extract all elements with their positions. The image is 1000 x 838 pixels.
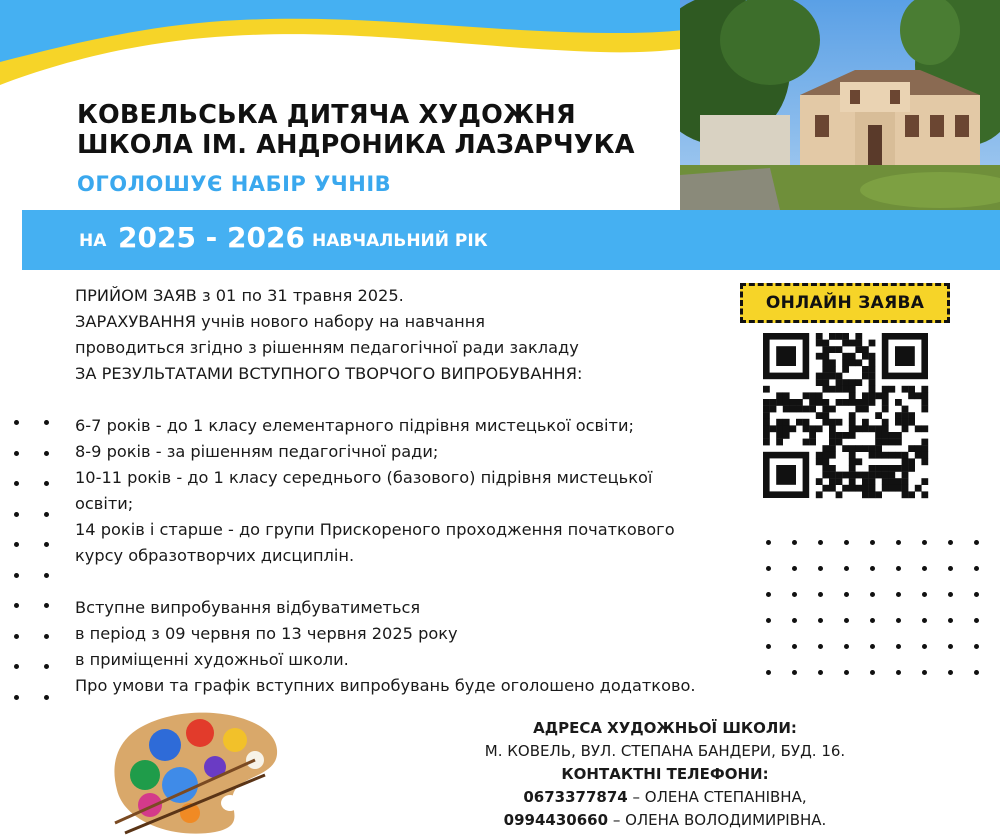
decor-dot <box>948 670 953 675</box>
decor-dot <box>896 540 901 545</box>
decor-dot <box>792 644 797 649</box>
body-line: 10-11 років - до 1 класу середнього (базового) підрівня мистецької <box>75 468 653 487</box>
phone-2 <box>450 809 880 832</box>
decor-dot <box>14 573 19 578</box>
decor-dot <box>792 670 797 675</box>
decor-dot <box>844 592 849 597</box>
decor-dot <box>896 618 901 623</box>
title-line-2: ШКОЛА ІМ. АНДРОНИКА ЛАЗАРЧУКА <box>77 130 635 160</box>
online-application-button[interactable]: ОНЛАЙН ЗАЯВА <box>740 283 950 323</box>
announcement-body <box>75 283 765 699</box>
decor-dot <box>44 573 49 578</box>
decor-dot <box>870 592 875 597</box>
announcement-subtitle: ОГОЛОШУЄ НАБІР УЧНІВ <box>77 172 392 196</box>
phone-1 <box>450 786 880 809</box>
phone-1-number[interactable]: 0673377874 <box>523 788 628 806</box>
decor-dot <box>974 540 979 545</box>
decor-dot <box>44 603 49 608</box>
decor-dot <box>844 566 849 571</box>
body-line: проводиться згідно з рішенням педагогічної ради закладу <box>75 338 579 357</box>
contact-block <box>450 717 880 832</box>
decor-dot <box>14 695 19 700</box>
body-line: 14 років і старше - до групи Прискореного проходження початкового <box>75 520 675 539</box>
decor-dot <box>792 618 797 623</box>
decor-dot <box>948 618 953 623</box>
decor-dot <box>766 592 771 597</box>
decor-dot <box>44 664 49 669</box>
phone-2-number[interactable]: 0994430660 <box>503 811 609 829</box>
decor-dot <box>766 644 771 649</box>
decor-dot <box>922 592 927 597</box>
body-line: Вступне випробування відбуватиметься <box>75 598 421 617</box>
body-line: Про умови та графік вступних випробувань буде оголошено додатково. <box>75 676 696 695</box>
decor-dot <box>896 644 901 649</box>
decor-dot <box>766 618 771 623</box>
decor-dot <box>844 618 849 623</box>
body-line: ПРИЙОМ ЗАЯВ з 01 по 31 травня 2025. <box>75 286 404 305</box>
body-line: ЗА РЕЗУЛЬТАТАМИ ВСТУПНОГО ТВОРЧОГО ВИПРОБУВАННЯ: <box>75 364 583 383</box>
body-line: в період з 09 червня по 13 червня 2025 року <box>75 624 458 643</box>
decor-dot <box>870 540 875 545</box>
decor-dot <box>818 592 823 597</box>
decor-dot <box>14 634 19 639</box>
body-line: курсу образотворчих дисциплін. <box>75 546 355 565</box>
decor-dot <box>948 592 953 597</box>
left-dot-decoration <box>0 0 60 838</box>
decor-dot <box>44 451 49 456</box>
address-text: М. КОВЕЛЬ, ВУЛ. СТЕПАНА БАНДЕРИ, БУД. 16. <box>484 742 846 760</box>
decor-dot <box>766 540 771 545</box>
decor-dot <box>44 420 49 425</box>
decor-dot <box>818 618 823 623</box>
decor-dot <box>844 670 849 675</box>
decor-dot <box>14 420 19 425</box>
phone-1-name: – ОЛЕНА СТЕПАНІВНА, <box>627 788 807 806</box>
body-line: 8-9 років - за рішенням педагогічної ради; <box>75 442 439 461</box>
decor-dot <box>974 618 979 623</box>
decor-dot <box>792 592 797 597</box>
decor-dot <box>818 670 823 675</box>
body-line: 6-7 років - до 1 класу елементарного підрівня мистецької освіти; <box>75 416 634 435</box>
decor-dot <box>818 540 823 545</box>
decor-dot <box>44 695 49 700</box>
decor-dot <box>922 618 927 623</box>
decor-dot <box>896 566 901 571</box>
decor-dot <box>44 481 49 486</box>
decor-dot <box>14 481 19 486</box>
year-range: 2025 - 2026 <box>118 221 305 254</box>
title-line-1: КОВЕЛЬСЬКА ДИТЯЧА ХУДОЖНЯ <box>77 100 576 130</box>
decor-dot <box>870 618 875 623</box>
body-line: освіти; <box>75 494 134 513</box>
decor-dot <box>766 670 771 675</box>
body-line: ЗАРАХУВАННЯ учнів нового набору на навчання <box>75 312 486 331</box>
decor-dot <box>974 592 979 597</box>
decor-dot <box>44 542 49 547</box>
decor-dot <box>870 566 875 571</box>
decor-dot <box>948 644 953 649</box>
school-title <box>77 100 677 160</box>
qr-code-icon[interactable] <box>757 327 935 512</box>
decor-dot <box>974 644 979 649</box>
address-heading: АДРЕСА ХУДОЖНЬОЇ ШКОЛИ: <box>533 719 797 737</box>
decor-dot <box>766 566 771 571</box>
decor-dot <box>922 670 927 675</box>
decor-dot <box>14 542 19 547</box>
decor-dot <box>948 540 953 545</box>
decor-dot <box>792 540 797 545</box>
decor-dot <box>974 670 979 675</box>
decor-dot <box>44 512 49 517</box>
decor-dot <box>922 566 927 571</box>
phones-heading: КОНТАКТНІ ТЕЛЕФОНИ: <box>561 765 769 783</box>
decor-dot <box>792 566 797 571</box>
year-suffix: НАВЧАЛЬНИЙ РІК <box>312 231 488 251</box>
decor-dot <box>14 451 19 456</box>
body-line: в приміщенні художньої школи. <box>75 650 349 669</box>
palette-icon <box>105 705 285 835</box>
decor-dot <box>14 603 19 608</box>
academic-year-band <box>22 210 1000 270</box>
decor-dot <box>818 644 823 649</box>
decor-dot <box>896 670 901 675</box>
decor-dot <box>818 566 823 571</box>
decor-dot <box>14 664 19 669</box>
decor-dot <box>974 566 979 571</box>
decor-dot <box>896 592 901 597</box>
decor-dot <box>14 512 19 517</box>
decor-dot <box>44 634 49 639</box>
decor-dot <box>948 566 953 571</box>
decor-dot <box>844 644 849 649</box>
decor-dot <box>844 540 849 545</box>
decor-dot <box>870 670 875 675</box>
school-building-photo <box>680 0 1000 210</box>
phone-2-name: – ОЛЕНА ВОЛОДИМИРІВНА. <box>608 811 827 829</box>
decor-dot <box>922 644 927 649</box>
decor-dot <box>922 540 927 545</box>
decor-dot <box>870 644 875 649</box>
year-prefix: НА <box>79 231 107 251</box>
